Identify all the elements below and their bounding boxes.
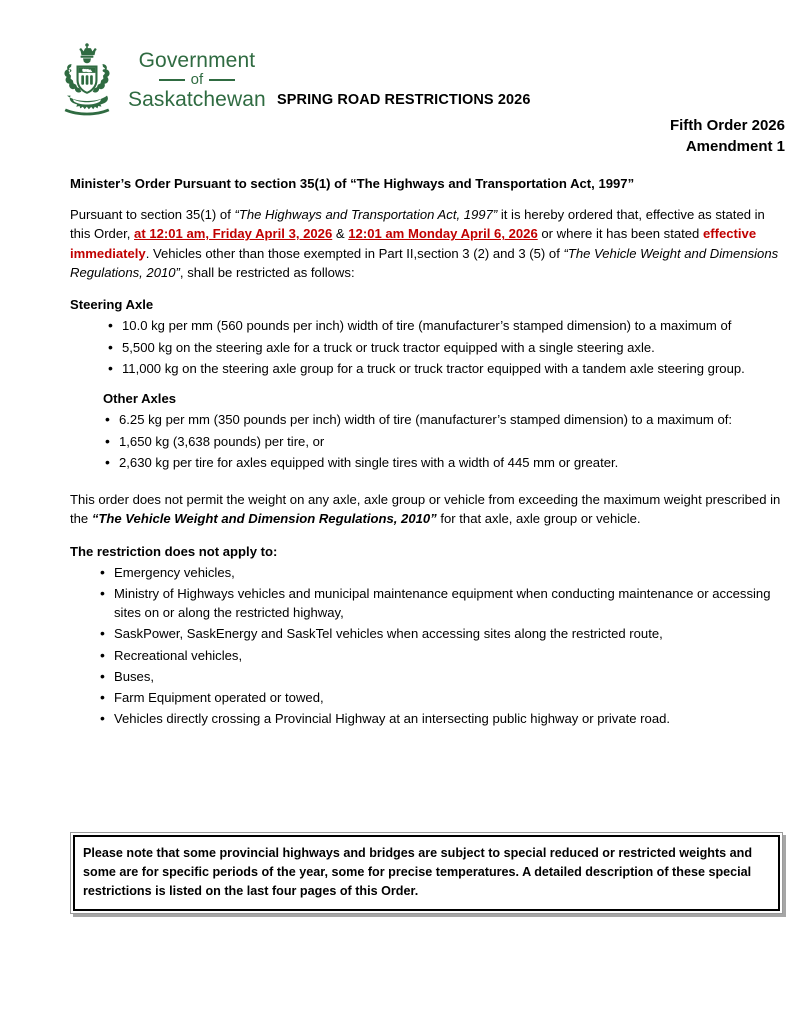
saskatchewan-coat-of-arms-icon — [52, 40, 122, 120]
effective-date-1: at 12:01 am, Friday April 3, 2026 — [134, 226, 333, 242]
max-weight-text-1: This order does not permit the weight on any axle, axle group or vehicle from exceeding the maximum weight prescribed in the — [70, 492, 781, 527]
document-body — [70, 174, 786, 740]
intro-text-4: . Vehicles other than those exempted in Part II,section 3 (2) and 3 (5) of — [145, 245, 564, 261]
government-wordmark — [128, 50, 266, 110]
highways-act-citation: “The Highways and Transportation Act, 1997” — [234, 207, 498, 223]
wordmark-line-government: Government — [138, 48, 256, 72]
other-axles-list — [103, 410, 786, 472]
intro-paragraph — [70, 205, 786, 282]
exemptions-heading: The restriction does not apply to: — [70, 543, 278, 559]
intro-text-5: , shall be restricted as follows: — [179, 264, 355, 280]
vehicle-weight-regs-citation: “The Vehicle Weight and Dimensions Regulations, 2010” — [70, 245, 779, 280]
max-weight-text-2: for that axle, axle group or vehicle. — [436, 511, 641, 527]
page-title: SPRING ROAD RESTRICTIONS 2026 — [277, 92, 531, 108]
intro-text-1: Pursuant to section 35(1) of — [70, 207, 235, 223]
other-axles-heading: Other Axles — [103, 391, 177, 407]
wordmark-rule-right — [209, 79, 235, 81]
effective-immediately-text: effective immediately — [70, 226, 757, 261]
list-item: • Ministry of Highways vehicles and municipal maintenance equipment when conducting maintenance or accessing sites on or along the restricted highway, — [98, 584, 786, 622]
maximum-weight-paragraph — [70, 490, 786, 528]
order-number-label: Fifth Order 2026 — [669, 117, 785, 134]
vehicle-weight-dimension-regs-citation: “The Vehicle Weight and Dimension Regulations, 2010” — [91, 511, 437, 527]
wordmark-of: of — [190, 71, 204, 89]
note-box-outer-border — [70, 832, 783, 914]
minister-order-heading: Minister’s Order Pursuant to section 35(1) of “The Highways and Transportation Act, 1997” — [70, 176, 635, 191]
intro-text-3: or where it has been stated — [537, 226, 703, 242]
paragraph-spacer — [70, 483, 786, 490]
list-item: • 10.0 kg per mm (560 pounds per inch) width of tire (manufacturer’s stamped dimension) to a maximum of — [106, 316, 786, 335]
list-item: • Recreational vehicles, — [98, 646, 786, 665]
special-restrictions-note-box — [70, 832, 783, 914]
order-identifier — [670, 115, 785, 158]
amendment-label: Amendment 1 — [685, 138, 785, 156]
intro-text-2: it is hereby ordered that, effective as stated in this Order, — [70, 207, 765, 242]
list-item: • 6.25 kg per mm (350 pounds per inch) width of tire (manufacturer’s stamped dimension) to a maximum of: — [103, 410, 786, 429]
list-item: • 2,630 kg per tire for axles equipped with single tires with a width of 445 mm or greater. — [103, 453, 786, 472]
government-logo — [52, 40, 266, 120]
list-item: • 11,000 kg on the steering axle group for a truck or truck tractor equipped with a tandem axle steering group. — [106, 359, 786, 378]
effective-date-2: 12:01 am Monday April 6, 2026 — [348, 226, 538, 242]
exemptions-list — [98, 563, 786, 729]
list-item: • Emergency vehicles, — [98, 563, 786, 582]
list-item: • Buses, — [98, 667, 786, 686]
steering-axle-list — [106, 316, 786, 378]
document-header — [0, 0, 800, 165]
list-item: • Farm Equipment operated or towed, — [98, 688, 786, 707]
list-item: • 5,500 kg on the steering axle for a truck or truck tractor equipped with a single steering axle. — [106, 338, 786, 357]
list-item: • Vehicles directly crossing a Provincial Highway at an intersecting public highway or private road. — [98, 709, 786, 728]
note-box-text: Please note that some provincial highways and bridges are subject to special reduced or restricted weights and some are for specific periods of the year, some for precise temperatures. A detailed description of these special restrictions is listed on the last four pages of this Order. — [83, 846, 753, 898]
list-item: • 1,650 kg (3,638 pounds) per tire, or — [103, 432, 786, 451]
wordmark-rule-left — [159, 79, 185, 81]
wordmark-of-row — [128, 72, 266, 87]
wordmark-line-saskatchewan: Saskatchewan — [128, 87, 266, 111]
note-box-inner-border — [73, 835, 780, 911]
intro-ampersand: & — [332, 226, 349, 242]
steering-axle-heading: Steering Axle — [70, 297, 154, 313]
list-item: • SaskPower, SaskEnergy and SaskTel vehicles when accessing sites along the restricted route, — [98, 624, 786, 643]
